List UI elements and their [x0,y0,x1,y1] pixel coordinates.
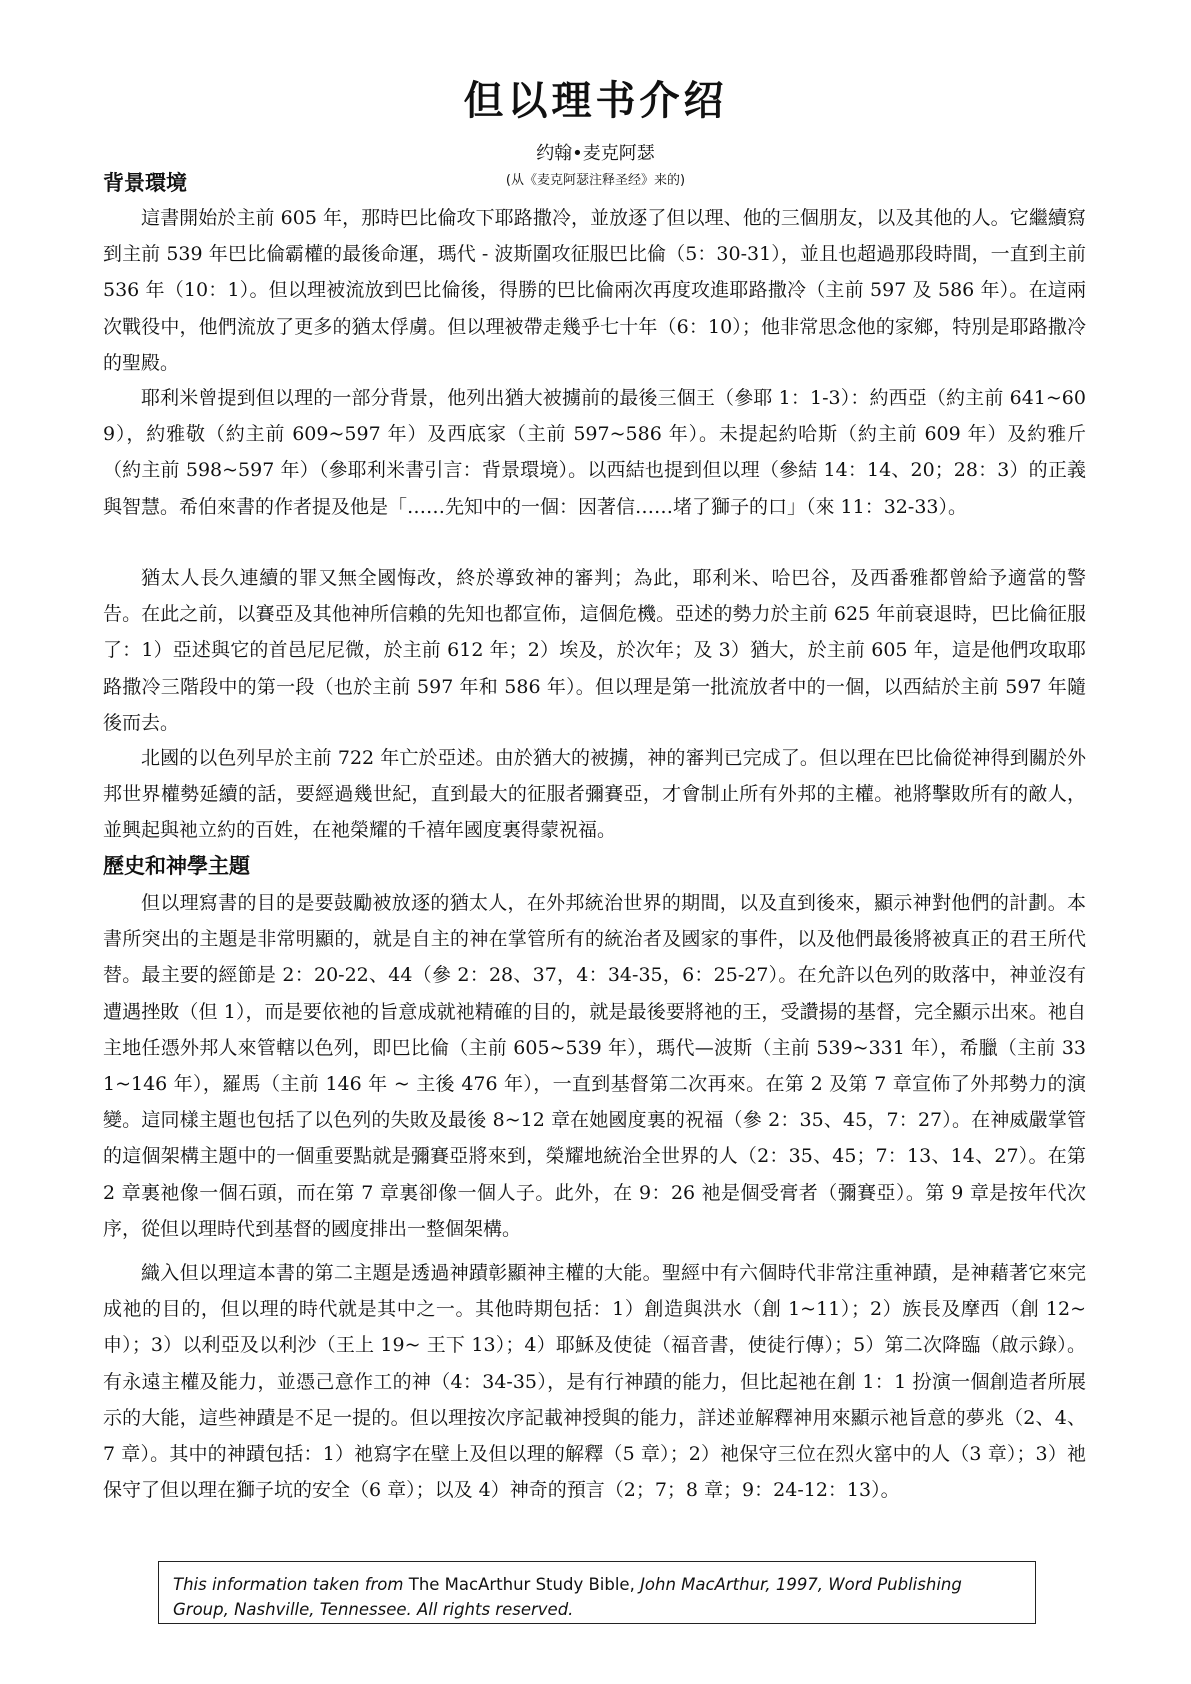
section-heading-themes: 歷史和神學主題 [103,853,250,878]
paragraph: 北國的以色列早於主前 722 年亡於亞述。由於猶大的被擄，神的審判已完成了。但以理在巴比倫從神得到關於外邦世界權勢延續的話，要經過幾世紀，直到最大的征服者彌賽亞，才會制止所有外邦的主權。祂將擊敗所有的敵人，並興起與祂立約的百姓，在祂榮耀的千禧年國度裏得蒙祝福。 [103,747,1086,842]
paragraph: 耶利米曾提到但以理的一部分背景，他列出猶大被擄前的最後三個王（參耶 1：1-3）：約西亞（約主前 641~609），約雅敬（約主前 609~597 年）及西底家（主前 597~586 年）。未提起約哈斯（約主前 609 年）及約雅斤（約主前 598~597 年）（參耶利米書引言：背景環境）。以西結也提到但以理（參結 14：14、20；28：3）的正義與智慧。希伯來書的作者提及他是「……先知中的一個：因著信……堵了獅子的口」（來 11：32-33）。 [103,387,1086,518]
source-note: (从《麦克阿瑟注释圣经》来的) [505,173,686,188]
copyright-book-title: The MacArthur Study Bible, [408,1575,635,1594]
paragraph: 猶太人長久連續的罪又無全國悔改，終於導致神的審判；為此，耶利米、哈巴谷，及西番雅都曾給予適當的警告。在此之前，以賽亞及其他神所信賴的先知也都宣佈，這個危機。亞述的勢力於主前 625 年前衰退時，巴比倫征服了：1）亞述與它的首邑尼尼微，於主前 612 年；2）埃及，於次年；及 3）猶大，於主前 605 年，這是他們攻取耶路撒冷三階段中的第一段（也於主前 597 年和 586 年）。但以理是第一批流放者中的一個，以西結於主前 597 年隨後而去。 [103,567,1086,734]
paragraph: 但以理寫書的目的是要鼓勵被放逐的猶太人，在外邦統治世界的期間，以及直到後來，顯示神對他們的計劃。本書所突出的主題是非常明顯的，就是自主的神在掌管所有的統治者及國家的事件，以及他們最後將被真正的君王所代替。最主要的經節是 2：20-22、44（參 2：28、37，4：34-35，6：25-27）。在允許以色列的敗落中，神並沒有遭遇挫敗（但 1），而是要依祂的旨意成就祂精確的目的，就是最後要將祂的王，受讚揚的基督，完全顯示出來。祂自主地任憑外邦人來管轄以色列，即巴比倫（主前 605~539 年），瑪代—波斯（主前 539~331 年），希臘（主前 331~146 年），羅馬（主前 146 年 ~ 主後 476 年），一直到基督第二次再來。在第 2 及第 7 章宣佈了外邦勢力的演變。這同樣主題也包括了以色列的失敗及最後 8~12 章在她國度裏的祝福（參 2：35、45，7：27）。在神威嚴掌管的這個架構主題中的一個重要點就是彌賽亞將來到，榮耀地統治全世界的人（2：35、45；7：13、14、27）。在第 2 章裏祂像一個石頭，而在第 7 章裏卻像一個人子。此外，在 9：26 祂是個受膏者（彌賽亞）。第 9 章是按年代次序，從但以理時代到基督的國度排出一整個架構。 [103,892,1086,1240]
copyright-lead: This information taken from [173,1575,404,1594]
paragraph: 織入但以理這本書的第二主題是透過神蹟彰顯神主權的大能。聖經中有六個時代非常注重神蹟，是神藉著它來完成祂的目的，但以理的時代就是其中之一。其他時期包括：1）創造與洪水（創 1~11）；2）族長及摩西（創 12~ 申）；3）以利亞及以利沙（王上 19~ 王下 13）；4）耶穌及使徒（福音書，使徒行傳）；5）第二次降臨（啟示錄）。有永遠主權及能力，並憑己意作工的神（4：34-35），是有行神蹟的能力，但比起祂在創 1：1 扮演一個創造者所展示的大能，這些神蹟是不足一提的。但以理按次序記載神授與的能力，詳述並解釋神用來顯示祂旨意的夢兆（2、4、7 章）。其中的神蹟包括：1）祂寫字在壁上及但以理的解釋（5 章）；2）祂保守三位在烈火窰中的人（3 章）；3）祂保守了但以理在獅子坑的安全（6 章）；以及 4）神奇的預言（2；7；8 章；9：24-12：13）。 [103,1262,1086,1502]
author-name: 约翰•麦克阿瑟 [536,143,655,164]
paragraph: 這書開始於主前 605 年，那時巴比倫攻下耶路撒冷，並放逐了但以理、他的三個朋友，以及其他的人。它繼續寫到主前 539 年巴比倫霸權的最後命運，瑪代 - 波斯圍攻征服巴比倫（5：30-31），並且也超過那段時間，一直到主前 536 年（10：1）。但以理被流放到巴比倫後，得勝的巴比倫兩次再度攻進耶路撒冷（主前 597 及 586 年）。在這兩次戰役中，他們流放了更多的猶太俘虜。但以理被帶走幾乎七十年（6：10）；他非常思念他的家鄉，特別是耶路撒冷的聖殿。 [103,207,1086,374]
copyright-rest: John MacArthur, 1997, Word Publishing Group, Nashville, Tennessee. All rights reserved. [173,1575,962,1619]
document-title: 但以理书介绍 [463,78,728,124]
section-heading-background: 背景環境 [103,170,187,195]
copyright-notice [158,1561,1036,1624]
